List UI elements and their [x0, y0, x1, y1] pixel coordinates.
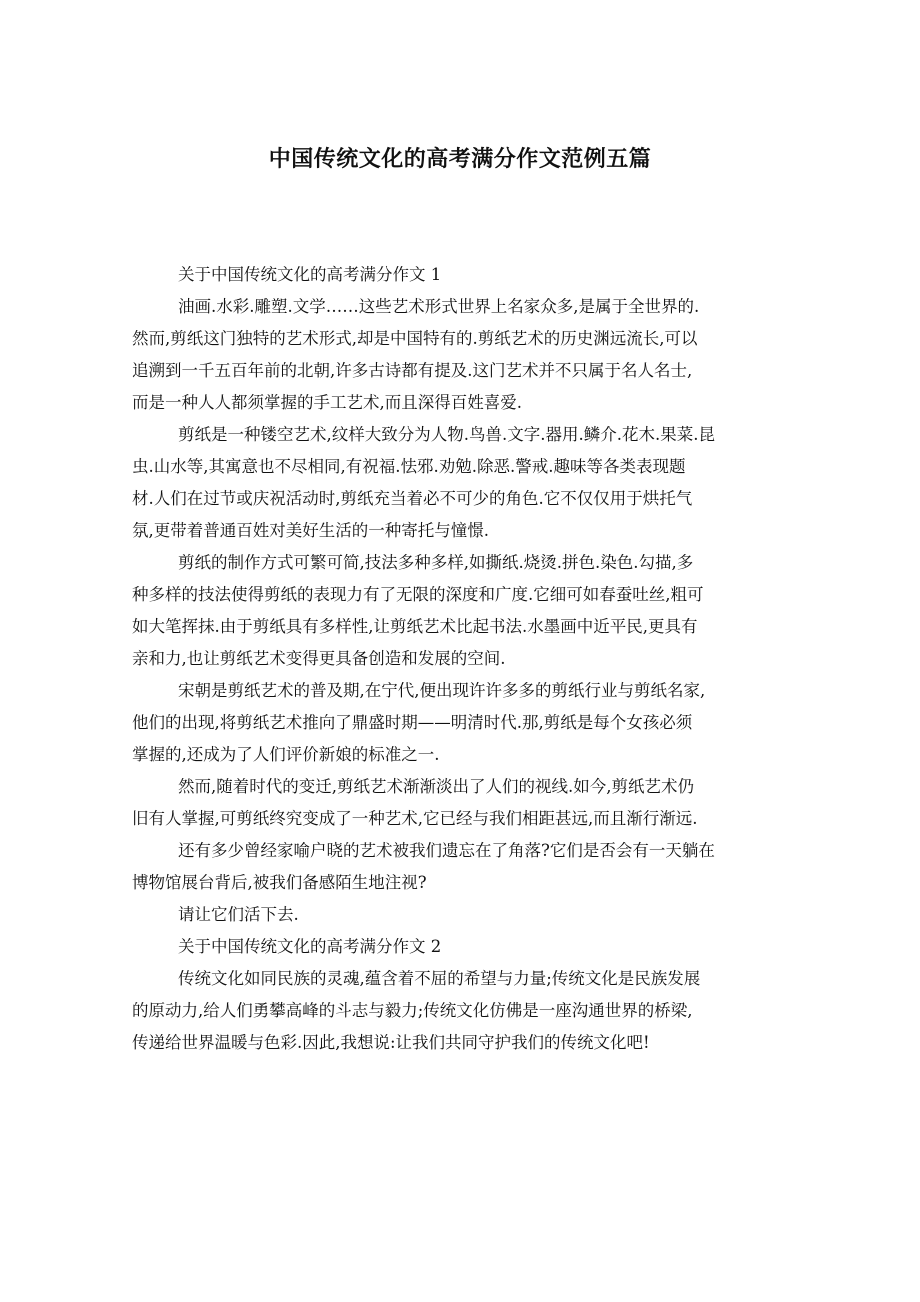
paragraph-line: 旧有人掌握,可剪纸终究变成了一种艺术,它已经与我们相距甚远,而且渐行渐远.	[132, 809, 698, 828]
paragraph-line: 追溯到一千五百年前的北朝,许多古诗都有提及.这门艺术并不只属于名人名士,	[132, 361, 693, 380]
paragraph-first-line: 关于中国传统文化的高考满分作文 2	[178, 937, 442, 956]
paragraph-line: 而是一种人人都须掌握的手工艺术,而且深得百姓喜爱.	[132, 393, 522, 412]
paragraph-line: 亲和力,也让剪纸艺术变得更具备创造和发展的空间.	[132, 649, 506, 668]
paragraph-line: 种多样的技法使得剪纸的表现力有了无限的深度和广度.它细可如春蚕吐丝,粗可	[132, 585, 704, 604]
paragraph-first-line: 然而,随着时代的变迁,剪纸艺术渐渐淡出了人们的视线.如今,剪纸艺术仍	[178, 777, 694, 796]
paragraph-line: 他们的出现,将剪纸艺术推向了鼎盛时期——明清时代.那,剪纸是每个女孩必须	[132, 713, 693, 732]
paragraph-first-line: 油画.水彩.雕塑.文学……这些艺术形式世界上名家众多,是属于全世界的.	[178, 297, 700, 316]
paragraph-line: 掌握的,还成为了人们评价新娘的标准之一.	[132, 745, 440, 764]
paragraph-first-line: 剪纸的制作方式可繁可简,技法多种多样,如撕纸.烧烫.拼色.染色.勾描,多	[178, 553, 694, 572]
paragraph-line: 虫.山水等,其寓意也不尽相同,有祝福.怯邪.劝勉.除恶.警戒.趣味等各类表现题	[132, 457, 686, 476]
paragraph-line: 如大笔挥抹.由于剪纸具有多样性,让剪纸艺术比起书法.水墨画中近平民,更具有	[132, 617, 698, 636]
document-body	[132, 259, 812, 1059]
paragraph-line: 传递给世界温暖与色彩.因此,我想说:让我们共同守护我们的传统文化吧!	[132, 1033, 650, 1052]
paragraph-line: 的原动力,给人们勇攀高峰的斗志与毅力;传统文化仿佛是一座沟通世界的桥梁,	[132, 1001, 693, 1020]
document-title: 中国传统文化的高考满分作文范例五篇	[268, 146, 652, 172]
paragraph-line: 然而,剪纸这门独特的艺术形式,却是中国特有的.剪纸艺术的历史渊远流长,可以	[132, 329, 698, 348]
paragraph-first-line: 关于中国传统文化的高考满分作文 1	[178, 265, 442, 284]
paragraph-first-line: 传统文化如同民族的灵魂,蕴含着不屈的希望与力量;传统文化是民族发展	[178, 969, 701, 988]
paragraph-line: 博物馆展台背后,被我们备感陌生地注视?	[132, 873, 427, 892]
paragraph-line: 氛,更带着普通百姓对美好生活的一种寄托与憧憬.	[132, 521, 489, 540]
paragraph-first-line: 请让它们活下去.	[178, 905, 299, 924]
paragraph-first-line: 剪纸是一种镂空艺术,纹样大致分为人物.鸟兽.文字.器用.鳞介.花木.果菜.昆	[178, 425, 715, 444]
paragraph-line: 材.人们在过节或庆祝活动时,剪纸充当着必不可少的角色.它不仅仅用于烘托气	[132, 489, 693, 508]
paragraph-first-line: 还有多少曾经家喻户晓的艺术被我们遗忘在了角落?它们是否会有一天躺在	[178, 841, 715, 860]
paragraph-first-line: 宋朝是剪纸艺术的普及期,在宁代,便出现许许多多的剪纸行业与剪纸名家,	[178, 681, 706, 700]
